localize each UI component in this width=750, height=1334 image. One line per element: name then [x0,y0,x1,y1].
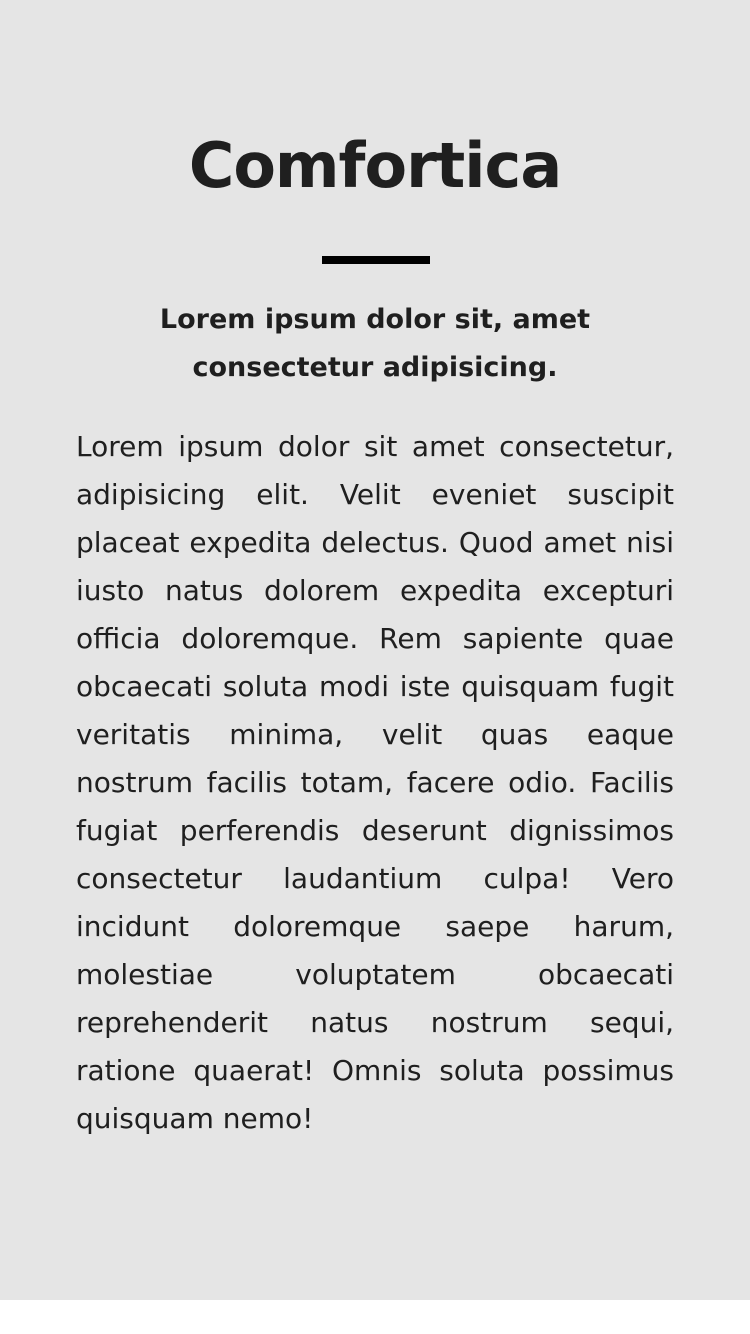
page-title: Comfortica [188,129,562,202]
page-subtitle: Lorem ipsum dolor sit, amet consectetur adipisicing. [159,304,591,383]
title-divider [322,256,430,264]
body-paragraph: Lorem ipsum dolor sit amet consectetur, adipisicing elit. Velit eveniet suscipit placeat expedita delectus. Quod amet nisi iusto natus dolorem expedita excepturi officia doloremque. Rem sapiente quae obcaecati soluta modi iste quisquam fugit veritatis minima, velit quas eaque nostrum facilis totam, facere odio. Facilis fugiat perferendis deserunt dignissimos consectetur laudantium culpa! Vero incidunt doloremque saepe harum, molestiae voluptatem obcaecati reprehenderit natus nostrum sequi, ratione quaerat! Omnis soluta possimus quisquam nemo! [76,430,674,1135]
